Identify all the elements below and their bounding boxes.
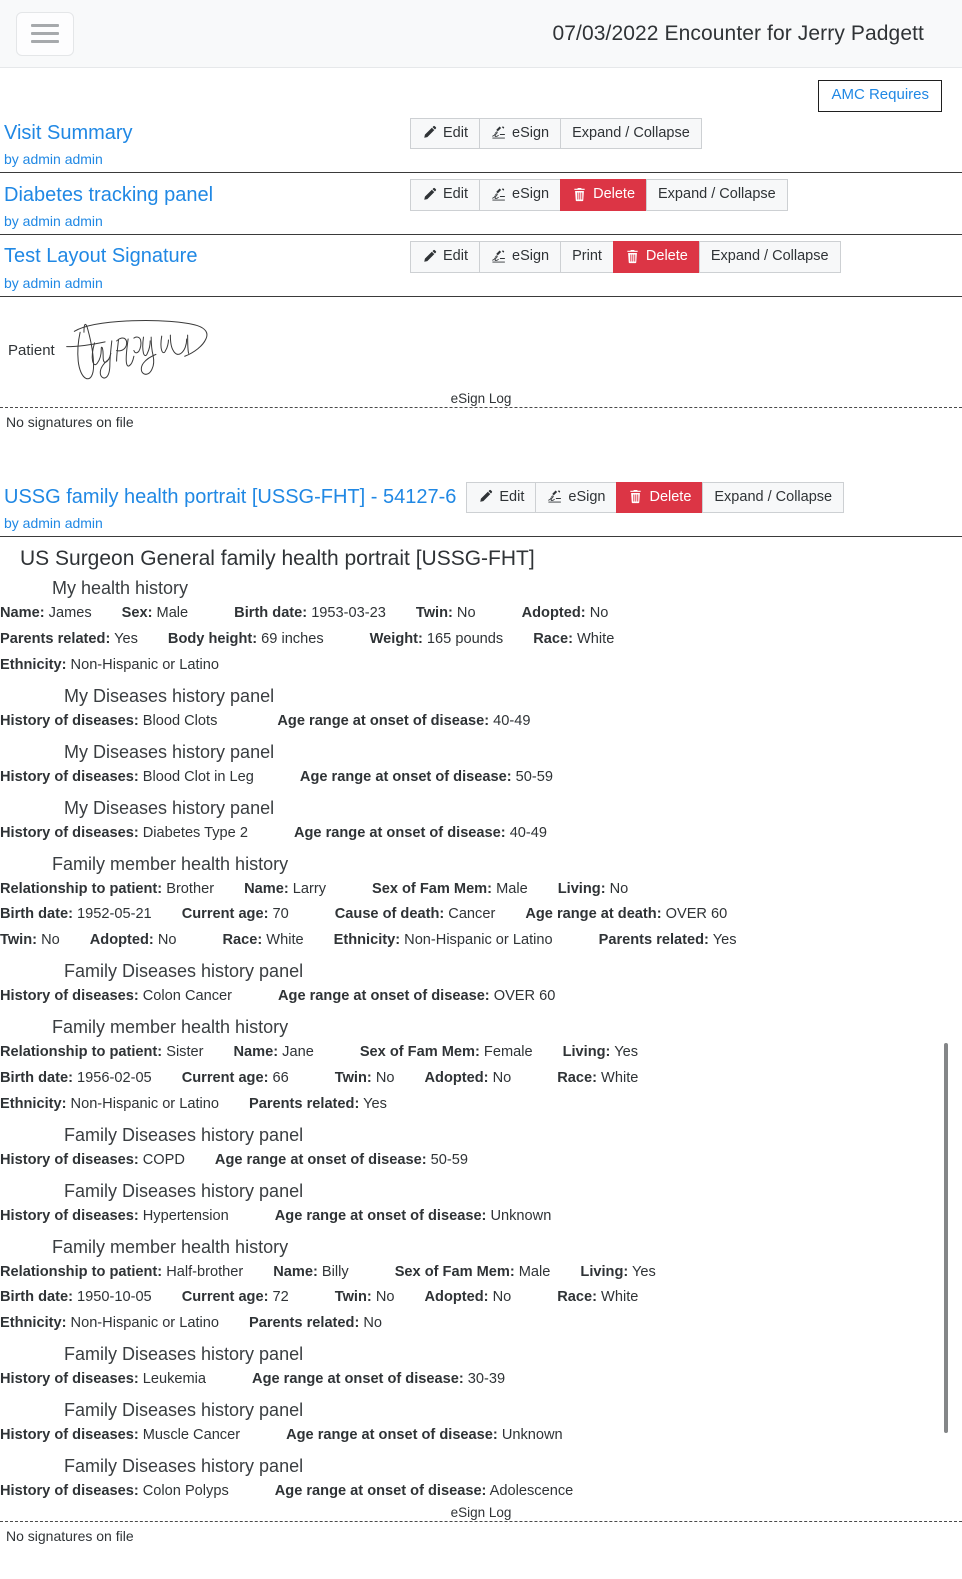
field-key: Parents related:	[0, 631, 111, 648]
delete-button-label: Delete	[645, 247, 688, 264]
disease-value: Hypertension	[138, 1207, 229, 1224]
field-value: No	[452, 605, 476, 622]
esign-log-label: eSign Log	[450, 1504, 512, 1520]
disease-label: History of diseases:	[0, 988, 139, 1005]
age-range-label: Age range at onset of disease:	[286, 1427, 498, 1444]
disease-panel-heading: Family Diseases history panel	[64, 1456, 304, 1476]
disease-panel-heading: Family Diseases history panel	[64, 1180, 304, 1201]
field-value: White	[262, 932, 304, 949]
field-key: Relationship to patient:	[0, 1044, 163, 1061]
field-key: Race:	[222, 932, 263, 949]
disease-label: History of diseases:	[0, 1427, 139, 1444]
trash-icon	[628, 489, 643, 504]
disease-label: History of diseases:	[0, 768, 139, 785]
disease-panel-heading: Family Diseases history panel	[64, 1344, 304, 1365]
field-value: Billy	[317, 1263, 349, 1280]
field-value: Larry	[288, 880, 326, 897]
panel-actions-visit-summary	[410, 118, 702, 150]
delete-button[interactable]	[560, 179, 647, 211]
field-key: Twin:	[334, 1069, 372, 1086]
expand-collapse-button[interactable]: Expand / Collapse	[702, 482, 844, 514]
disease-value: Blood Clots	[138, 712, 218, 729]
trash-icon	[572, 187, 587, 202]
field-line	[0, 1285, 962, 1311]
field-key: Adopted:	[89, 932, 154, 949]
panel-actions-ussg	[466, 482, 844, 514]
panel-row-ussg	[0, 476, 962, 514]
field-value: 165 pounds	[422, 631, 504, 648]
hamburger-icon-bar	[31, 32, 59, 35]
field-key: Sex of Fam Mem:	[359, 1044, 480, 1061]
field-line	[0, 1260, 962, 1286]
file-signature-icon	[491, 125, 506, 140]
field-value: Yes	[628, 1263, 656, 1280]
disease-panel-heading: My Diseases history panel	[64, 797, 275, 818]
field-key: Adopted:	[424, 1289, 489, 1306]
field-value: Non-Hispanic or Latino	[66, 1315, 219, 1332]
field-value: Brother	[162, 880, 215, 897]
pencil-icon	[422, 249, 437, 264]
field-key: Adopted:	[424, 1069, 489, 1086]
field-value: No	[488, 1289, 512, 1306]
patient-signature-label: Patient	[8, 342, 55, 360]
esign-button-label: eSign	[512, 186, 550, 203]
expand-collapse-button[interactable]: Expand / Collapse	[560, 118, 702, 150]
age-range-value: 30-39	[463, 1371, 506, 1388]
field-value: Non-Hispanic or Latino	[400, 932, 553, 949]
field-value: Yes	[708, 932, 737, 949]
field-value: No	[605, 880, 629, 897]
disease-field-line	[0, 984, 962, 1010]
esign-log-label: eSign Log	[450, 390, 512, 406]
disease-label: History of diseases:	[0, 1151, 139, 1168]
field-key: Name:	[0, 605, 45, 622]
field-line	[0, 1040, 962, 1066]
patient-signature-area	[0, 297, 962, 391]
field-value: 1952-05-21	[72, 906, 152, 923]
field-key: Parents related:	[249, 1315, 360, 1332]
field-value: No	[37, 932, 60, 949]
field-value: 66	[268, 1069, 289, 1086]
scrollbar-thumb[interactable]	[944, 1043, 948, 1433]
disease-field-line	[0, 1479, 962, 1505]
panel-row-test-layout-signature	[0, 235, 962, 273]
panel-actions-test-layout-signature	[410, 241, 841, 273]
esign-button[interactable]	[535, 482, 617, 514]
field-value: Cancer	[444, 906, 496, 923]
expand-collapse-button[interactable]: Expand / Collapse	[646, 179, 788, 211]
panel-byline-test-layout-signature: by admin admin	[4, 274, 103, 291]
field-key: Ethnicity:	[0, 1095, 67, 1112]
field-line	[0, 653, 962, 679]
age-range-label: Age range at onset of disease:	[252, 1371, 464, 1388]
ussg-form-body	[0, 571, 962, 1505]
disease-label: History of diseases:	[0, 1371, 139, 1388]
disease-field-line	[0, 1148, 962, 1174]
field-key: Sex of Fam Mem:	[372, 880, 493, 897]
esign-button-label: eSign	[568, 488, 606, 505]
field-key: Twin:	[0, 932, 38, 949]
field-key: Race:	[557, 1069, 597, 1086]
esign-log-empty-text: No signatures on file	[6, 413, 134, 430]
field-value: 1953-03-23	[307, 605, 386, 622]
field-value: 1950-10-05	[72, 1289, 152, 1306]
disease-value: COPD	[138, 1151, 185, 1168]
esign-button[interactable]	[479, 118, 561, 150]
field-value: White	[597, 1069, 639, 1086]
field-line	[0, 1311, 962, 1337]
edit-button-label: Edit	[443, 186, 468, 203]
age-range-value: OVER 60	[489, 988, 556, 1005]
esign-log-empty-text: No signatures on file	[6, 1527, 134, 1544]
disease-panel-heading: My Diseases history panel	[64, 741, 275, 762]
disease-value: Diabetes Type 2	[138, 824, 248, 841]
field-value: No	[585, 605, 609, 622]
field-line	[0, 877, 962, 903]
panel-byline-visit-summary: by admin admin	[4, 151, 103, 168]
field-value: Sister	[162, 1044, 204, 1061]
encounter-title: 07/03/2022 Encounter for Jerry Padgett	[552, 21, 924, 45]
age-range-value: 40-49	[505, 824, 548, 841]
field-value: Jane	[278, 1044, 314, 1061]
field-value: No	[371, 1069, 395, 1086]
panel-row-diabetes-tracking	[0, 173, 962, 211]
field-key: Living:	[580, 1263, 629, 1280]
disease-field-line	[0, 765, 962, 791]
age-range-value: Unknown	[497, 1427, 563, 1444]
field-value: James	[44, 605, 92, 622]
disease-value: Muscle Cancer	[138, 1427, 241, 1444]
field-key: Birth date:	[0, 1289, 73, 1306]
field-key: Parents related:	[249, 1095, 360, 1112]
vertical-scrollbar[interactable]	[944, 1043, 948, 1433]
edit-button[interactable]	[466, 482, 536, 514]
pencil-icon	[422, 125, 437, 140]
disease-panel-heading: Family Diseases history panel	[64, 1124, 304, 1145]
field-value: White	[572, 631, 615, 648]
panel-byline-ussg: by admin admin	[4, 515, 103, 532]
edit-button[interactable]	[410, 241, 480, 273]
field-key: Name:	[244, 880, 289, 897]
disease-panel-heading: Family Diseases history panel	[64, 1400, 304, 1421]
disease-value: Colon Polyps	[138, 1483, 229, 1499]
file-signature-icon	[491, 187, 506, 202]
field-line	[0, 601, 962, 627]
trash-icon	[625, 249, 640, 264]
disease-panel-heading: Family Diseases history panel	[64, 961, 304, 982]
panel-title-ussg[interactable]: USSG family health portrait [USSG-FHT] - 54127-6	[4, 485, 457, 508]
hamburger-icon-bar	[31, 40, 59, 43]
field-value: Male	[514, 1263, 551, 1280]
field-value: Yes	[359, 1095, 387, 1112]
field-value: Non-Hispanic or Latino	[66, 1095, 219, 1112]
esign-button-label: eSign	[512, 247, 550, 264]
pencil-icon	[422, 187, 437, 202]
edit-button-label: Edit	[443, 124, 468, 141]
field-key: Living:	[557, 880, 606, 897]
field-key: Cause of death:	[334, 906, 445, 923]
amc-requires-button[interactable]: AMC Requires	[818, 80, 942, 112]
top-header-bar	[0, 0, 962, 68]
delete-button[interactable]	[616, 482, 703, 514]
field-key: Race:	[557, 1289, 597, 1306]
delete-button[interactable]	[613, 241, 700, 273]
field-key: Parents related:	[598, 932, 709, 949]
field-value: No	[488, 1069, 512, 1086]
field-value: Male	[492, 880, 528, 897]
disease-field-line	[0, 1423, 962, 1449]
field-value: Yes	[110, 631, 138, 648]
field-key: Current age:	[181, 1289, 269, 1306]
edit-button-label: Edit	[499, 488, 525, 505]
field-value: White	[597, 1289, 639, 1306]
disease-label: History of diseases:	[0, 1207, 139, 1224]
hamburger-menu-button[interactable]	[16, 12, 74, 56]
field-key: Current age:	[181, 1069, 269, 1086]
panel-row-visit-summary	[0, 112, 962, 150]
family-member-heading: Family member health history	[52, 1017, 289, 1038]
field-value: 1956-02-05	[72, 1069, 152, 1086]
field-value: No	[371, 1289, 395, 1306]
panel-title-diabetes-tracking[interactable]: Diabetes tracking panel	[4, 183, 214, 206]
ussg-form-title: US Surgeon General family health portrait [USSG-FHT]	[20, 547, 535, 571]
age-range-value: Adolescence	[486, 1483, 574, 1499]
field-line	[0, 1092, 962, 1118]
age-range-label: Age range at onset of disease:	[293, 824, 506, 841]
field-key: Name:	[273, 1263, 318, 1280]
field-key: Race:	[533, 631, 573, 648]
pencil-icon	[478, 489, 493, 504]
field-key: Weight:	[369, 631, 423, 648]
amc-requires-container	[0, 68, 962, 112]
disease-value: Leukemia	[138, 1371, 207, 1388]
field-value: Male	[152, 605, 189, 622]
age-range-label: Age range at onset of disease:	[274, 1483, 487, 1499]
esign-button-label: eSign	[512, 124, 550, 141]
hamburger-icon-bar	[31, 24, 59, 27]
field-key: Birth date:	[234, 605, 308, 622]
edit-button[interactable]	[410, 118, 480, 150]
field-key: Twin:	[334, 1289, 372, 1306]
age-range-label: Age range at onset of disease:	[278, 988, 490, 1005]
field-key: Age range at death:	[525, 906, 662, 923]
disease-field-line	[0, 1367, 962, 1393]
panel-title-test-layout-signature[interactable]: Test Layout Signature	[4, 245, 198, 268]
field-key: Twin:	[415, 605, 453, 622]
panel-title-visit-summary[interactable]: Visit Summary	[4, 121, 133, 144]
field-value: OVER 60	[661, 906, 728, 923]
field-key: Sex:	[121, 605, 153, 622]
age-range-value: 50-59	[426, 1151, 468, 1168]
field-key: Ethnicity:	[0, 656, 67, 673]
field-key: Body height:	[167, 631, 258, 648]
field-value: 70	[268, 906, 289, 923]
esign-button[interactable]	[479, 241, 561, 273]
field-value: 72	[268, 1289, 289, 1306]
my-health-history-heading: My health history	[52, 578, 189, 599]
field-line	[0, 1066, 962, 1092]
field-value: Half-brother	[162, 1263, 244, 1280]
disease-field-line	[0, 709, 962, 735]
age-range-value: 50-59	[511, 768, 553, 785]
field-key: Relationship to patient:	[0, 880, 163, 897]
file-signature-icon	[547, 489, 562, 504]
field-key: Sex of Fam Mem:	[394, 1263, 515, 1280]
age-range-value: 40-49	[489, 712, 531, 729]
delete-button-label: Delete	[649, 488, 692, 505]
edit-button[interactable]	[410, 179, 480, 211]
family-member-heading: Family member health history	[52, 853, 289, 874]
disease-field-line	[0, 1204, 962, 1230]
field-value: Yes	[610, 1044, 639, 1061]
field-value: No	[359, 1315, 383, 1332]
disease-value: Colon Cancer	[138, 988, 232, 1005]
disease-label: History of diseases:	[0, 824, 139, 841]
field-key: Ethnicity:	[333, 932, 401, 949]
age-range-label: Age range at onset of disease:	[299, 768, 512, 785]
field-key: Birth date:	[0, 1069, 73, 1086]
age-range-value: Unknown	[486, 1207, 552, 1224]
esign-button[interactable]	[479, 179, 561, 211]
field-line	[0, 928, 962, 954]
panel-byline-diabetes-tracking: by admin admin	[4, 212, 103, 229]
age-range-label: Age range at onset of disease:	[277, 712, 490, 729]
disease-panel-heading: My Diseases history panel	[64, 685, 275, 706]
field-line	[0, 902, 962, 928]
field-value: 69 inches	[257, 631, 324, 648]
file-signature-icon	[491, 249, 506, 264]
field-key: Living:	[562, 1044, 611, 1061]
field-key: Ethnicity:	[0, 1315, 67, 1332]
disease-value: Blood Clot in Leg	[138, 768, 254, 785]
age-range-label: Age range at onset of disease:	[214, 1151, 427, 1168]
field-value: Female	[479, 1044, 533, 1061]
print-button[interactable]: Print	[560, 241, 614, 273]
field-key: Birth date:	[0, 906, 73, 923]
edit-button-label: Edit	[443, 247, 468, 264]
field-key: Adopted:	[521, 605, 586, 622]
field-value: Non-Hispanic or Latino	[66, 656, 219, 673]
field-key: Current age:	[181, 906, 269, 923]
disease-label: History of diseases:	[0, 1483, 139, 1499]
field-key: Relationship to patient:	[0, 1263, 163, 1280]
disease-field-line	[0, 821, 962, 847]
disease-label: History of diseases:	[0, 712, 139, 729]
field-key: Name:	[233, 1044, 279, 1061]
field-value: No	[153, 932, 177, 949]
family-member-heading: Family member health history	[52, 1236, 289, 1257]
field-line	[0, 627, 962, 653]
handwritten-signature-icon	[59, 315, 224, 387]
expand-collapse-button[interactable]: Expand / Collapse	[699, 241, 841, 273]
panel-actions-diabetes-tracking	[410, 179, 788, 211]
age-range-label: Age range at onset of disease:	[274, 1207, 487, 1224]
delete-button-label: Delete	[593, 186, 636, 203]
